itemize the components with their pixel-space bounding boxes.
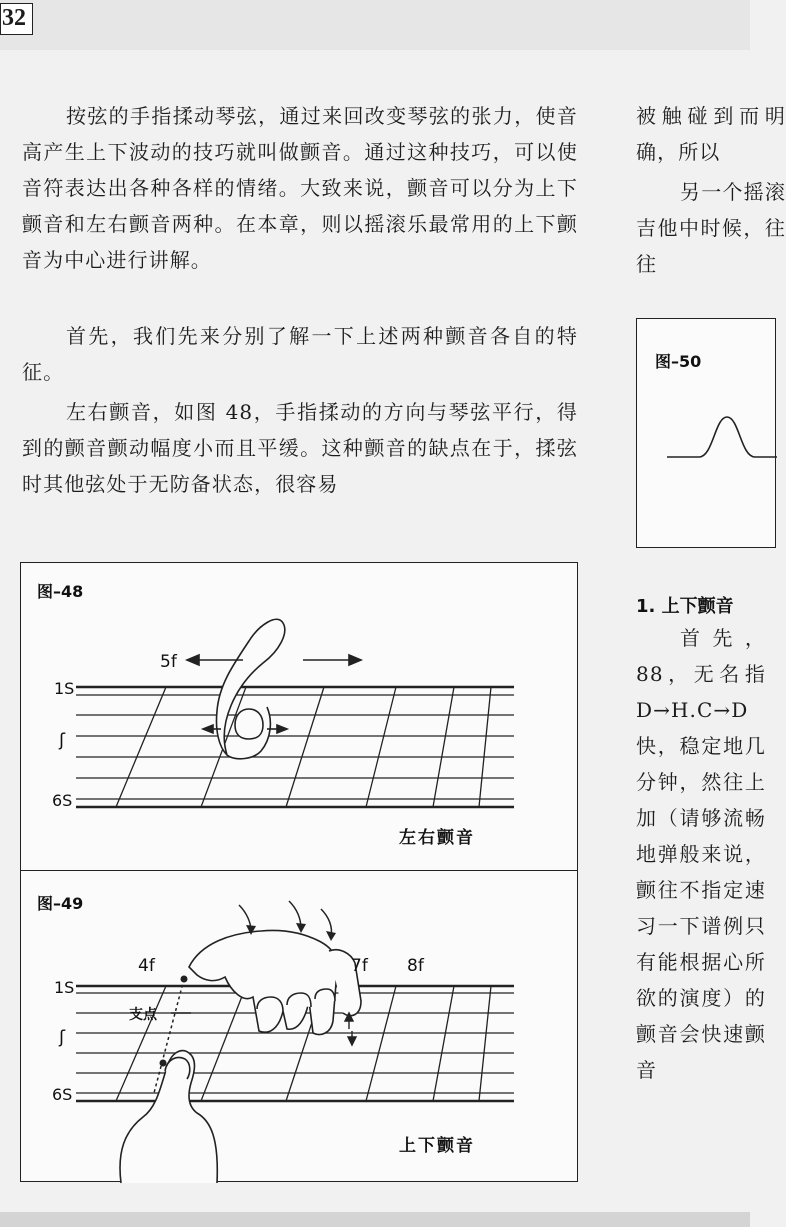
figure-49-string-6: 6S (52, 1085, 73, 1104)
figure-48-string-6: 6S (52, 791, 73, 810)
figure-48-string-1: 1S (54, 679, 75, 698)
figure-48-string-mid: ʃ (59, 730, 66, 751)
right-paragraph-2: 另一个摇滚吉他中时候，往往 (636, 180, 786, 276)
figure-49-fretboard (21, 871, 579, 1183)
paragraph-intro: 按弦的手指揉动琴弦，通过来回改变琴弦的张力，使音高产生上下波动的技巧就叫做颤音。通过这种技巧，可以使音符表达出各种各样的情绪。大致来说，颤音可以分为上下颤音和左右颤音两种。在本章，则以摇滚乐最常用的上下颤音为中心进行讲解。 (22, 104, 578, 272)
figure-48-label: 图–48 (37, 582, 84, 601)
bottom-margin-band (0, 1212, 750, 1227)
figure-49-frame (20, 870, 578, 1182)
figure-50-label: 图–50 (655, 352, 702, 371)
page-number: 32 (0, 3, 33, 35)
figure-49-fret-label-8f: 8f (407, 956, 424, 976)
figure-49-pivot-label: 支点 (129, 1007, 157, 1023)
figure-49-string-1: 1S (54, 978, 75, 997)
figure-50-frame (636, 318, 776, 548)
right-paragraph-3: 首先，88，无名指D→H.C→D快，稳定地几分钟，然往上加（请够流畅地弹般来说，颤往不指定速习一下谱例只有能根据心所欲的演度）的颤音会快速颤音 (636, 626, 766, 1082)
figure-48-fret-label: 5f (160, 652, 177, 672)
figure-49-fret-label-4f: 4f (138, 956, 155, 976)
figure-50-wave (637, 319, 777, 549)
paragraph-lateral-vibrato: 左右颤音，如图 48，手指揉动的方向与琴弦平行，得到的颤音颤动幅度小而且平缓。这种颤音的缺点在于，揉弦时其他弦处于无防备状态，很容易 (22, 400, 578, 496)
paragraph-features: 首先，我们先来分别了解一下上述两种颤音各自的特征。 (22, 324, 578, 384)
figure-48-fretboard (21, 563, 579, 873)
right-paragraph-1: 被触碰到而明确，所以 (636, 104, 786, 164)
figure-49-string-mid: ʃ (59, 1027, 66, 1048)
figure-48-frame (20, 562, 578, 872)
figure-49-fret-label-7f: 7f (351, 956, 368, 976)
figure-49-label: 图–49 (37, 894, 84, 913)
figure-49-caption: 上下颤音 (399, 1136, 475, 1156)
top-margin-band (0, 0, 750, 50)
figure-48-caption: 左右颤音 (399, 828, 475, 848)
section-heading: 1. 上下颤音 (636, 596, 734, 617)
